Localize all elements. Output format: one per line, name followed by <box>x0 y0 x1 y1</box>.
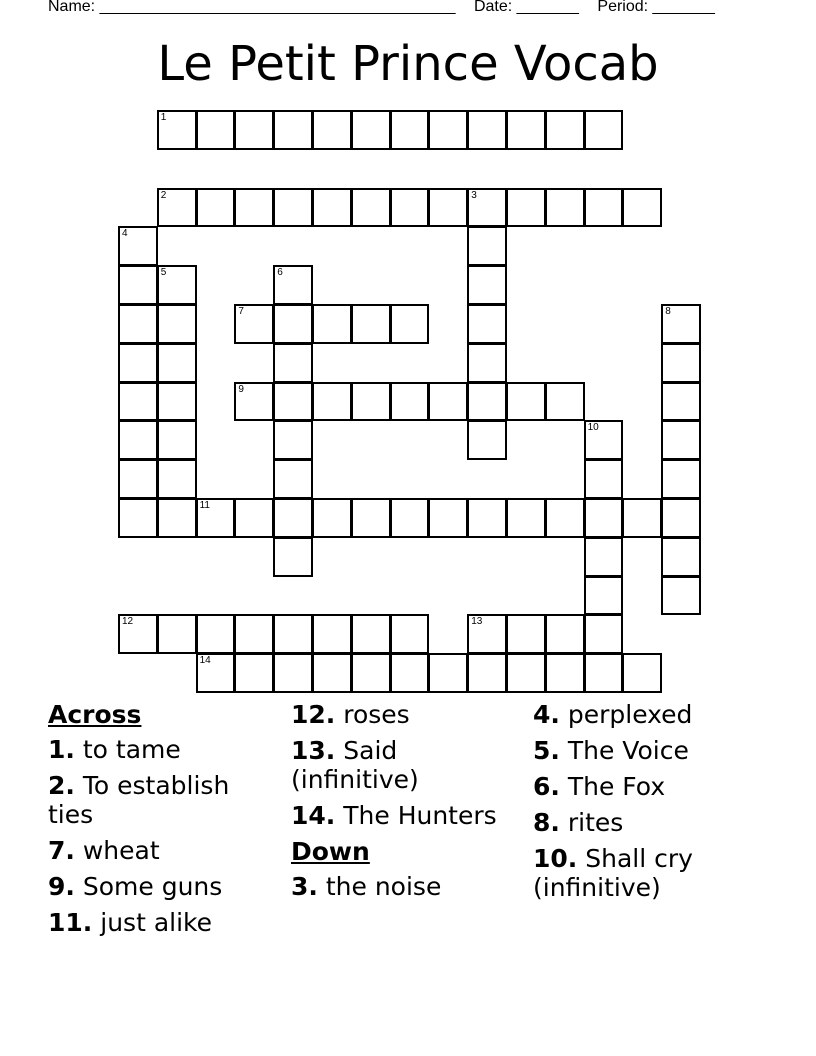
crossword-cell[interactable] <box>312 110 352 150</box>
crossword-cell[interactable] <box>196 188 236 228</box>
crossword-cell[interactable] <box>467 420 507 460</box>
crossword-cell[interactable] <box>506 110 546 150</box>
across-clue: 14. The Hunters <box>291 801 497 830</box>
crossword-cell[interactable] <box>196 110 236 150</box>
crossword-cell[interactable] <box>196 653 236 693</box>
crossword-cell[interactable] <box>661 420 701 460</box>
clues-column-2 <box>291 700 523 908</box>
crossword-cell[interactable] <box>351 110 391 150</box>
crossword-cell[interactable] <box>661 459 701 499</box>
crossword-cell[interactable] <box>584 576 624 616</box>
crossword-cell[interactable] <box>661 343 701 383</box>
crossword-cell[interactable] <box>196 498 236 538</box>
crossword-cell[interactable] <box>273 614 313 654</box>
crossword-cell[interactable] <box>118 382 158 422</box>
clue-number: 7 <box>238 306 244 317</box>
crossword-cell[interactable] <box>273 459 313 499</box>
crossword-cell[interactable] <box>273 420 313 460</box>
across-heading: Across <box>48 700 142 729</box>
crossword-cell[interactable] <box>428 110 468 150</box>
crossword-cell[interactable] <box>467 110 507 150</box>
crossword-cell[interactable] <box>545 498 585 538</box>
crossword-cell[interactable] <box>351 498 391 538</box>
crossword-cell[interactable] <box>234 382 274 422</box>
down-clue: 8. rites <box>533 808 624 837</box>
across-clue: 11. just alike <box>48 908 212 937</box>
crossword-cell[interactable] <box>467 265 507 305</box>
crossword-cell[interactable] <box>584 653 624 693</box>
crossword-cell[interactable] <box>622 653 662 693</box>
crossword-cell[interactable] <box>157 420 197 460</box>
crossword-cell[interactable] <box>273 110 313 150</box>
crossword-cell[interactable] <box>584 420 624 460</box>
name-field-label: Name: ________________________________________ <box>48 0 456 15</box>
crossword-cell[interactable] <box>157 188 197 228</box>
crossword-cell[interactable] <box>157 382 197 422</box>
crossword-cell[interactable] <box>118 226 158 266</box>
crossword-cell[interactable] <box>234 304 274 344</box>
crossword-cell[interactable] <box>157 110 197 150</box>
crossword-cell[interactable] <box>506 653 546 693</box>
crossword-cell[interactable] <box>390 304 430 344</box>
crossword-cell[interactable] <box>428 653 468 693</box>
crossword-cell[interactable] <box>545 382 585 422</box>
crossword-cell[interactable] <box>467 614 507 654</box>
crossword-cell[interactable] <box>312 498 352 538</box>
crossword-cell[interactable] <box>118 498 158 538</box>
down-clue: 4. perplexed <box>533 700 693 729</box>
across-clue: 7. wheat <box>48 836 160 865</box>
crossword-cell[interactable] <box>390 188 430 228</box>
clues-column-3 <box>533 700 765 909</box>
crossword-cell[interactable] <box>273 304 313 344</box>
across-clue: 1. to tame <box>48 735 181 764</box>
across-clue: 12. roses <box>291 700 410 729</box>
down-heading: Down <box>291 837 370 866</box>
crossword-cell[interactable] <box>351 188 391 228</box>
crossword-cell[interactable] <box>157 459 197 499</box>
crossword-cell[interactable] <box>584 537 624 577</box>
crossword-cell[interactable] <box>234 614 274 654</box>
crossword-cell[interactable] <box>118 459 158 499</box>
crossword-cell[interactable] <box>661 537 701 577</box>
crossword-cell[interactable] <box>234 498 274 538</box>
page-title: Le Petit Prince Vocab <box>157 36 659 92</box>
crossword-cell[interactable] <box>661 304 701 344</box>
clue-number: 5 <box>160 267 167 279</box>
crossword-cell[interactable] <box>506 614 546 654</box>
crossword-cell[interactable] <box>312 382 352 422</box>
crossword-cell[interactable] <box>428 188 468 228</box>
crossword-cell[interactable] <box>118 343 158 383</box>
crossword-cell[interactable] <box>584 459 624 499</box>
crossword-cell[interactable] <box>661 576 701 616</box>
clue-number: 10 <box>587 422 599 434</box>
down-clue: 3. the noise <box>291 872 442 901</box>
period-field-label: Period: _______ <box>597 0 715 15</box>
crossword-cell[interactable] <box>273 653 313 693</box>
crossword-cell[interactable] <box>157 614 197 654</box>
clue-number: 14 <box>199 655 211 667</box>
crossword-cell[interactable] <box>273 382 313 422</box>
crossword-cell[interactable] <box>196 614 236 654</box>
crossword-cell[interactable] <box>467 343 507 383</box>
clue-number: 4 <box>122 228 128 240</box>
crossword-cell[interactable] <box>467 653 507 693</box>
crossword-cell[interactable] <box>312 304 352 344</box>
crossword-cell[interactable] <box>273 498 313 538</box>
crossword-cell[interactable] <box>584 498 624 538</box>
crossword-cell[interactable] <box>545 653 585 693</box>
clue-number: 9 <box>238 383 244 395</box>
crossword-cell[interactable] <box>661 498 701 538</box>
crossword-cell[interactable] <box>351 614 391 654</box>
crossword-cell[interactable] <box>428 498 468 538</box>
crossword-cell[interactable] <box>118 304 158 344</box>
crossword-cell[interactable] <box>312 188 352 228</box>
crossword-cell[interactable] <box>428 382 468 422</box>
crossword-cell[interactable] <box>234 653 274 693</box>
down-clue: 10. Shall cry (infinitive) <box>533 844 693 902</box>
crossword-cell[interactable] <box>157 498 197 538</box>
crossword-cell[interactable] <box>545 110 585 150</box>
clue-number: 1 <box>160 112 167 123</box>
crossword-cell[interactable] <box>273 188 313 228</box>
clue-number: 8 <box>665 306 671 317</box>
clue-number: 11 <box>199 500 210 511</box>
clue-number: 12 <box>122 616 134 628</box>
crossword-cell[interactable] <box>467 382 507 422</box>
crossword-cell[interactable] <box>622 188 662 228</box>
crossword-cell[interactable] <box>390 382 430 422</box>
crossword-cell[interactable] <box>506 382 546 422</box>
crossword-cell[interactable] <box>312 614 352 654</box>
crossword-cell[interactable] <box>351 382 391 422</box>
across-clue: 13. Said (infinitive) <box>291 736 419 794</box>
crossword-cell[interactable] <box>390 653 430 693</box>
crossword-cell[interactable] <box>312 653 352 693</box>
crossword-cell[interactable] <box>467 188 507 228</box>
crossword-cell[interactable] <box>351 653 391 693</box>
crossword-cell[interactable] <box>584 188 624 228</box>
crossword-cell[interactable] <box>351 304 391 344</box>
crossword-cell[interactable] <box>506 498 546 538</box>
across-clue: 9. Some guns <box>48 872 223 901</box>
crossword-cell[interactable] <box>545 614 585 654</box>
crossword-cell[interactable] <box>234 188 274 228</box>
down-clue: 5. The Voice <box>533 736 689 765</box>
crossword-cell[interactable] <box>118 614 158 654</box>
crossword-cell[interactable] <box>157 265 197 305</box>
crossword-cell[interactable] <box>390 614 430 654</box>
crossword-cell[interactable] <box>118 420 158 460</box>
crossword-cell[interactable] <box>273 265 313 305</box>
crossword-cell[interactable] <box>157 343 197 383</box>
crossword-cell[interactable] <box>467 226 507 266</box>
clue-number: 2 <box>160 189 167 201</box>
crossword-cell[interactable] <box>584 614 624 654</box>
crossword-cell[interactable] <box>118 265 158 305</box>
clue-number: 13 <box>471 616 483 628</box>
crossword-cell[interactable] <box>584 110 624 150</box>
clue-number: 6 <box>277 267 283 279</box>
date-field-label: Date: _______ <box>473 0 579 15</box>
across-clue: 2. To establish ties <box>48 771 230 829</box>
crossword-cell[interactable] <box>390 110 430 150</box>
crossword-cell[interactable] <box>545 188 585 228</box>
crossword-cell[interactable] <box>273 343 313 383</box>
crossword-cell[interactable] <box>506 188 546 228</box>
crossword-cell[interactable] <box>467 498 507 538</box>
crossword-cell[interactable] <box>467 304 507 344</box>
crossword-cell[interactable] <box>661 382 701 422</box>
clue-number: 3 <box>471 189 477 201</box>
crossword-cell[interactable] <box>234 110 274 150</box>
down-clue: 6. The Fox <box>533 772 666 801</box>
crossword-cell[interactable] <box>390 498 430 538</box>
crossword-cell[interactable] <box>622 498 662 538</box>
crossword-cell[interactable] <box>273 537 313 577</box>
clues-column-1 <box>48 700 280 944</box>
crossword-cell[interactable] <box>157 304 197 344</box>
